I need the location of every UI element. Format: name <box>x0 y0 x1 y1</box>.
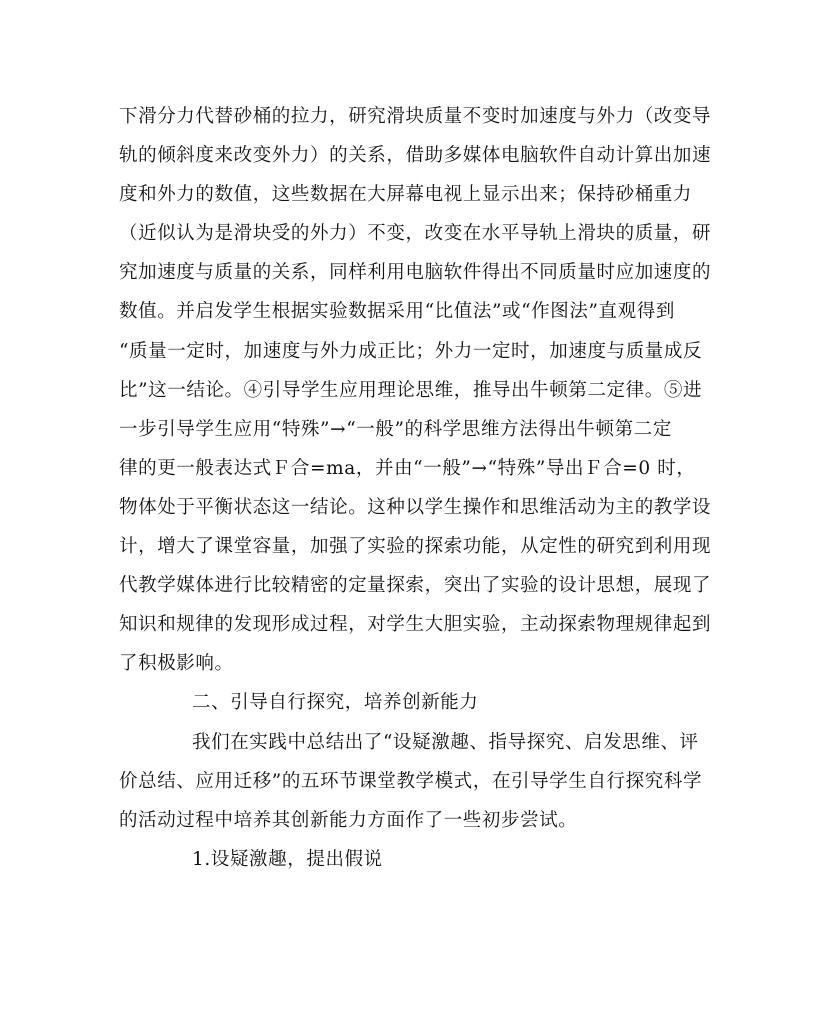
paragraph-2-line: 价总结、应用迁移”的五环节课堂教学模式，在引导学生自行探究科学 <box>119 770 703 792</box>
paragraph-1-line: 度和外力的数值，这些数据在大屏幕电视上显示出来；保持砂桶重力 <box>119 184 693 206</box>
paragraph-1-line: 下滑分力代替砂桶的拉力，研究滑块质量不变时加速度与外力（改变导 <box>119 106 712 127</box>
paragraph-2-line: 我们在实践中总结出了“设疑激趣、指导探究、启发思维、评 <box>192 731 699 753</box>
paragraph-1-line: 究加速度与质量的关系，同样利用电脑软件得出不同质量时应加速度的 <box>119 262 712 284</box>
paragraph-1-line: 了积极影响。 <box>119 653 234 675</box>
paragraph-1-line: 数值。并启发学生根据实验数据采用“比值法”或“作图法”直观得到 <box>119 301 675 323</box>
paragraph-2-line: 的活动过程中培养其创新能力方面作了一些初步尝试。 <box>119 809 578 831</box>
paragraph-1-line: 代教学媒体进行比较精密的定量探索，突出了实验的设计思想，展现了 <box>119 575 712 597</box>
paragraph-1-line: 比”这一结论。④引导学生应用理论思维，推导出牛顿第二定律。⑤进 <box>119 379 703 401</box>
paragraph-1-line: “质量一定时，加速度与外力成正比；外力一定时，加速度与质量成反 <box>119 340 703 362</box>
section-heading: 二、引导自行探究，培养创新能力 <box>192 692 479 714</box>
paragraph-1-line: 物体处于平衡状态这一结论。这种以学生操作和思维活动为主的教学设 <box>119 496 712 518</box>
document-body <box>119 97 712 879</box>
paragraph-1-line: （近似认为是滑块受的外力）不变，改变在水平导轨上滑块的质量，研 <box>119 223 712 245</box>
paragraph-1-line: 律的更一般表达式Ｆ合=ma，并由“一般”→“特殊”导出Ｆ合=0 时， <box>119 457 696 479</box>
paragraph-1-line: 一步引导学生应用“特殊”→“一般”的科学思维方法得出牛顿第二定 <box>119 418 672 440</box>
paragraph-1-line: 知识和规律的发现形成过程，对学生大胆实验，主动探索物理规律起到 <box>119 614 712 636</box>
paragraph-1-line: 计，增大了课堂容量，加强了实验的探索功能，从定性的研究到利用现 <box>119 536 712 558</box>
paragraph-1-line: 轨的倾斜度来改变外力）的关系，借助多媒体电脑软件自动计算出加速 <box>119 145 712 167</box>
subheading: 1.设疑激趣，提出假说 <box>192 848 383 870</box>
